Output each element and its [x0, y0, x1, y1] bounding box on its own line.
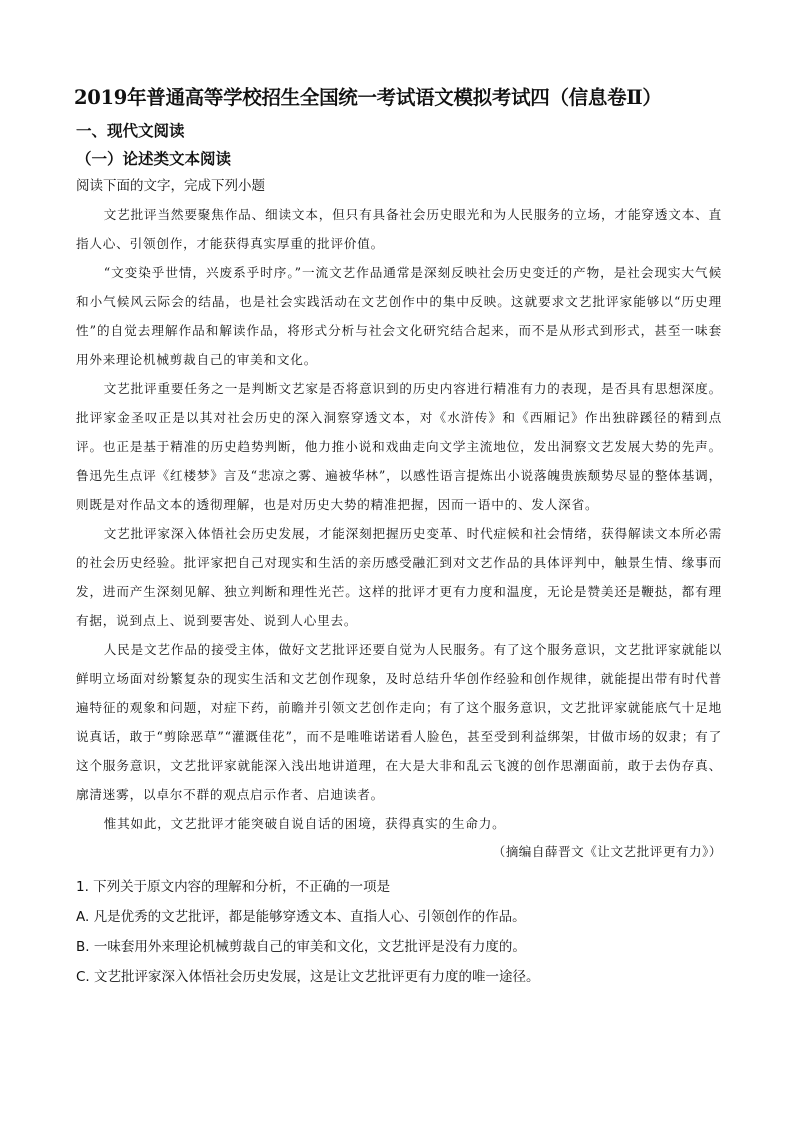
document-title: 2019年普通高等学校招生全国统一考试语文模拟考试四（信息卷Ⅱ）: [74, 86, 662, 109]
question-option-c: C. 文艺批评家深入体悟社会历史发展，这是让文艺批评更有力度的唯一途径。: [76, 969, 540, 985]
passage-paragraph: 人民是文艺作品的接受主体，做好文艺批评还要自觉为人民服务。有了这个服务意识，文艺批评家就能以鲜明立场面对纷繁复杂的现实生活和文艺创作现象，及时总结升华创作经验和创作规律，就能提出带有时代普遍特征的观象和问题，对症下药，前瞻并引领文艺创作走向；有了这个服务意识，文艺批评家就能底气十足地说真话，敢于“剪除恶草”“灌溉佳花”，而不是唯唯诺诺看人脸色，甚至受到利益绑架，甘做市场的奴隶；有了这个服务意识，文艺批评家就能深入浅出地讲道理，在大是大非和乱云飞渡的创作思潮面前，敢于去伪存真、廓清迷雾，以卓尔不群的观点启示作者、启迪读者。: [76, 642, 722, 802]
passage-paragraph: “文变染乎世情，兴废系乎时序。”一流文艺作品通常是深刻反映社会历史变迁的产物，是社会现实大气候和小气候风云际会的结晶，也是社会实践活动在文艺创作中的集中反映。这就要求文艺批评家能够以“历史理性”的自觉去理解作品和解读作品，将形式分析与社会文化研究结合起来，而不是从形式到形式，甚至一味套用外来理论机械剪裁自己的审美和文化。: [76, 265, 722, 367]
passage-paragraph: 文艺批评当然要聚焦作品、细读文本，但只有具备社会历史眼光和为人民服务的立场，才能穿透文本、直指人心、引领创作，才能获得真实厚重的批评价值。: [76, 207, 722, 251]
passage-source: （摘编自薛晋文《让文艺批评更有力》）: [492, 844, 722, 859]
passage-paragraph: 文艺批评家深入体悟社会历史发展，才能深刻把握历史变革、时代症候和社会情绪，获得解读文本所必需的社会历史经验。批评家把自己对现实和生活的亲历感受融汇到对文艺作品的具体评判中，触景生情、缘事而发，进而产生深刻见解、独立判断和理性光芒。这样的批评才更有力度和温度，无论是赞美还是鞭挞，都有理有据，说到点上、说到要害处、说到人心里去。: [76, 526, 722, 628]
passage-paragraph: 惟其如此，文艺批评才能突破自说自话的困境，获得真实的生命力。: [103, 816, 506, 831]
question-block: [76, 872, 722, 992]
reading-instruction: 阅读下面的文字，完成下列小题: [76, 178, 265, 194]
passage-paragraph: 文艺批评重要任务之一是判断文艺家是否将意识到的历史内容进行精准有力的表现，是否具有思想深度。批评家金圣叹正是以其对社会历史的深入洞察穿透文本，对《水浒传》和《西厢记》作出独辟蹊径的精到点评。也正是基于精准的历史趋势判断，他力推小说和戏曲走向文学主流地位，发出洞察文艺发展大势的先声。鲁迅先生点评《红楼梦》言及“悲凉之雾、遍被华林”，以感性语言提炼出小说落魄贵族颓势尽显的整体基调，则既是对作品文本的透彻理解，也是对历史大势的精准把握，因而一语中的、发人深省。: [76, 381, 722, 512]
section-heading: 一、现代文阅读: [76, 122, 185, 140]
subsection-heading: （一）论述类文本阅读: [76, 150, 232, 168]
question-stem: 1. 下列关于原文内容的理解和分析，不正确的一项是: [76, 879, 391, 895]
question-option-b: B. 一味套用外来理论机械剪裁自己的审美和文化，文艺批评是没有力度的。: [76, 939, 526, 955]
passage: [76, 200, 722, 838]
question-option-a: A. 凡是优秀的文艺批评，都是能够穿透文本、直指人心、引领创作的作品。: [76, 909, 526, 925]
